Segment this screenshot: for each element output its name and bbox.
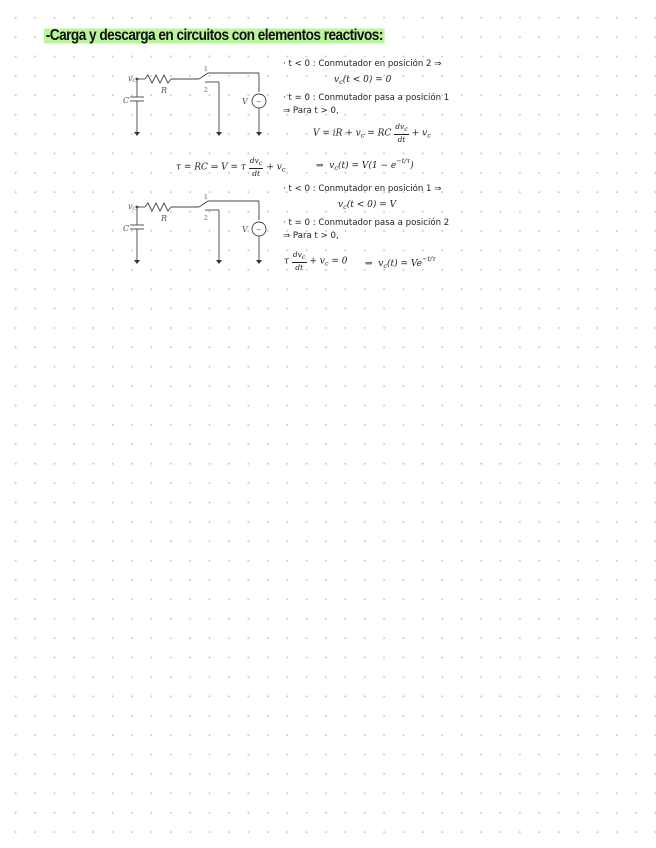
page-title: -Carga y descarga en circuitos con elementos reactivos: [45,27,383,44]
discharge-equation: τ $\frac{\text{dvc}}{dt}$ + $v_c = 0$ [284,250,348,272]
svg-text:−: − [256,98,262,105]
switch-pos2-label: 2 [204,87,208,94]
discharge-initial-voltage: $v_c(t < 0) = V$ [338,200,397,211]
svg-text:C: C [123,224,130,233]
charge-tau-equation: τ = RC ⇒ V = τ $\frac{\text{dvc}}{dt}$ + $v_c$ [176,156,286,178]
svg-text:V: V [242,225,248,234]
capacitor-label: C [123,96,130,105]
charge-circuit-diagram [115,62,275,142]
svg-text:1: 1 [204,194,208,201]
charge-initial-voltage: $v_c(t < 0) = 0$ [334,75,392,86]
discharge-condition-t-lt-0: · t < 0 : Conmutador en posición 1 ⇒ [283,184,442,194]
discharge-result: ⇒ $v_c(t) = Ve^{-t/\tau}$ [365,255,436,270]
charge-condition-t-eq-0: · t = 0 : Conmutador pasa a posición 1 [283,93,450,103]
source-label: V [242,97,248,106]
svg-text:R: R [161,214,168,223]
charge-para-t: ⇒ Para t > 0, [283,106,339,116]
svg-text:−: − [256,226,262,233]
charge-condition-t-lt-0: · t < 0 : Conmutador en posición 2 ⇒ [283,59,442,69]
svg-text:2: 2 [204,215,208,222]
switch-pos1-label: 1 [204,66,208,73]
resistor-label: R [161,86,168,95]
charge-main-equation: V = iR + $v_c$ = RC $\frac{\text{dvc}}{dt}$ + $v_c$ [313,122,431,144]
discharge-condition-t-eq-0: · t = 0 : Conmutador pasa a posición 2 [283,218,450,228]
charge-result: ⇒ $v_c(t) = V(1 - e^{-t/\tau})$ [316,157,414,172]
discharge-para-t: ⇒ Para t > 0, [283,231,339,241]
discharge-circuit-diagram [115,190,275,270]
vc-label: vC [128,74,137,84]
svg-text:vC: vC [128,202,137,212]
